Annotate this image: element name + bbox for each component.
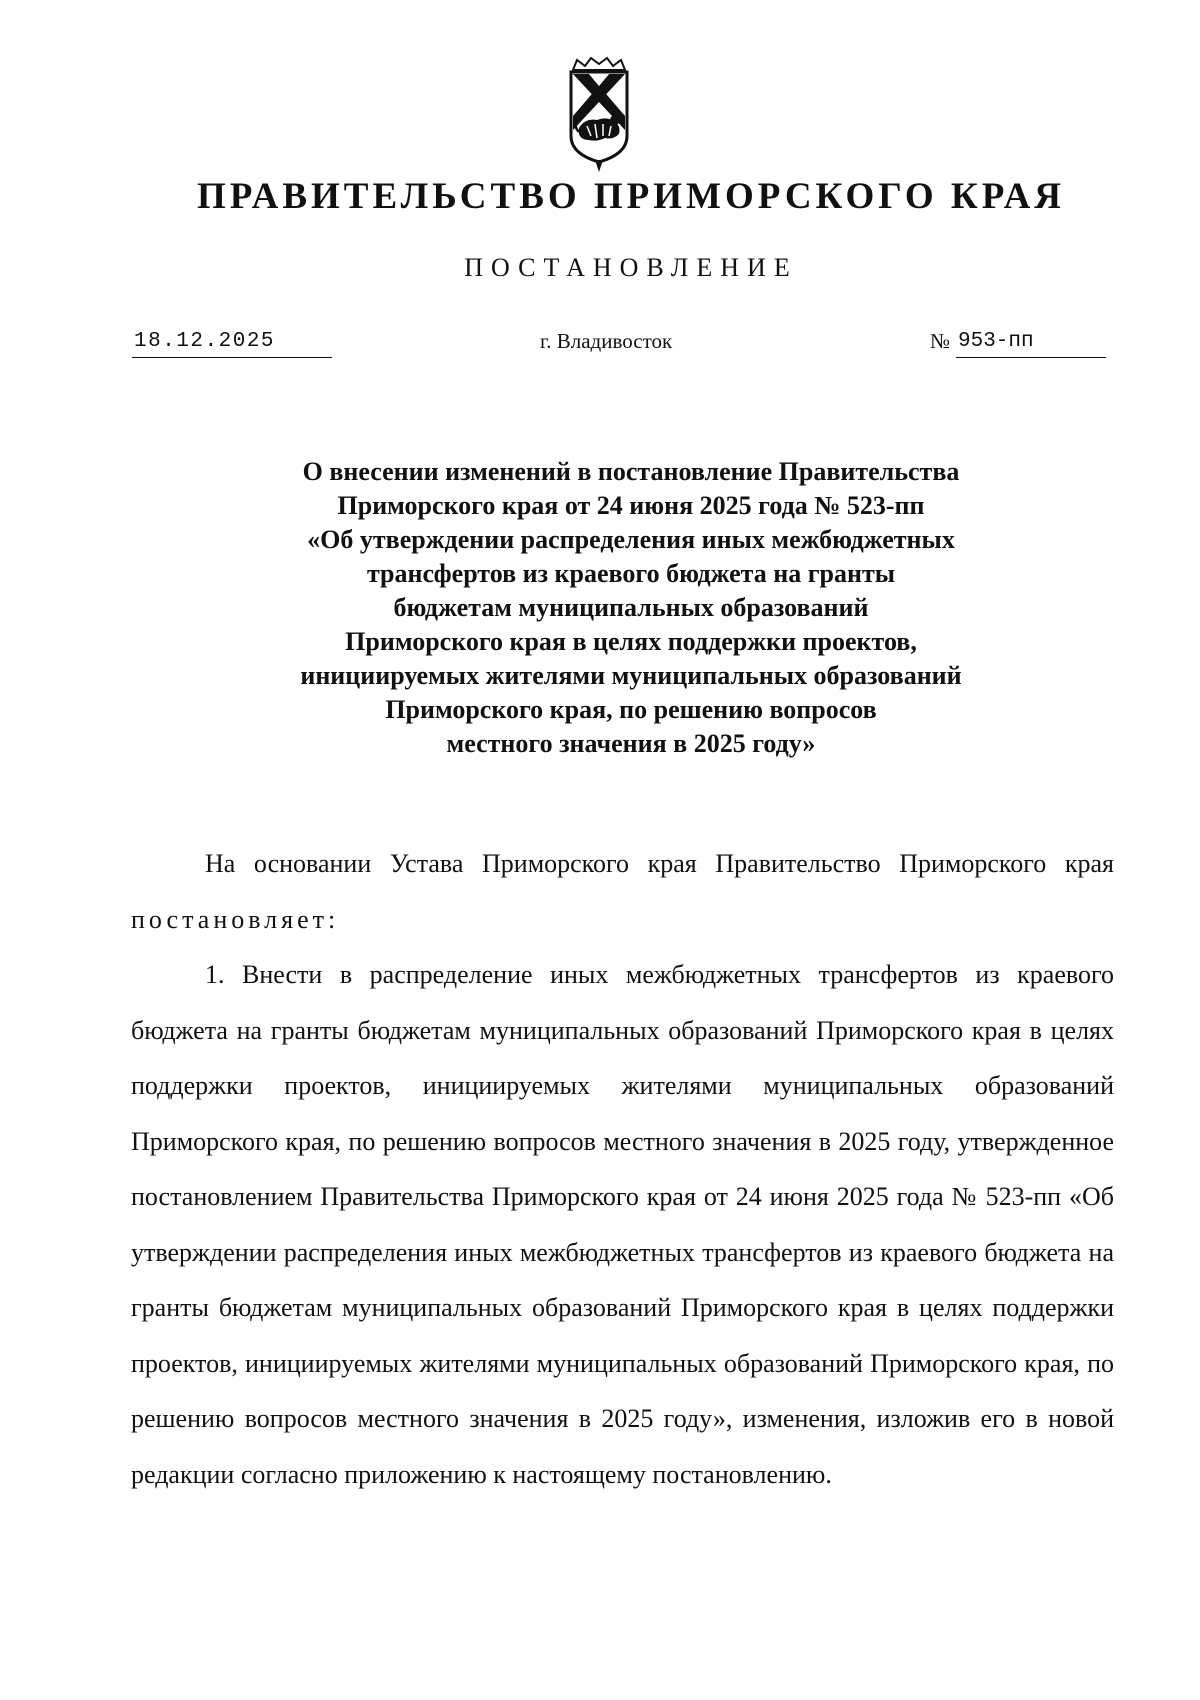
item-1-paragraph: 1. Внести в распределение иных межбюджетных трансфертов из краевого бюджета на гранты бюджетам муниципальных образований Приморского края в целях поддержки проектов, инициируемых жителями муниципальных образований Приморского края, по решению вопросов местного значения в 2025 году, утвержденное постановлением Правительства Приморского края от 24 июня 2025 года № 523-пп «Об утверждении распределения иных межбюджетных трансфертов из краевого бюджета на гранты бюджетам муниципальных образований Приморского края в целях поддержки проектов, инициируемых жителями муниципальных образований Приморского края, по решению вопросов местного значения в 2025 году», изменения, изложив его в новой редакции согласно приложению к настоящему постановлению.: [131, 960, 1114, 1489]
subject-line: Приморского края, по решению вопросов: [385, 695, 877, 724]
document-number: 953-пп: [958, 330, 1034, 353]
subject-line: трансфертов из краевого бюджета на гранты: [366, 559, 896, 588]
subject-line: Приморского края от 24 июня 2025 года № 523-пп: [337, 491, 925, 520]
subject-line: инициируемых жителями муниципальных образований: [300, 661, 962, 690]
city-label: г. Владивосток: [540, 329, 673, 353]
document-date: 18.12.2025: [134, 330, 276, 353]
document-subject: [200, 455, 1062, 761]
date-field: [132, 327, 332, 358]
preamble-text: На основании Устава Приморского края Правительство Приморского края: [205, 849, 1114, 878]
primorsky-krai-coat-of-arms-icon: [567, 56, 631, 172]
subject-line: Приморского края в целях поддержки проектов,: [345, 627, 917, 656]
number-sign: №: [930, 329, 951, 353]
document-type-heading: ПОСТАНОВЛЕНИЕ: [464, 253, 798, 282]
document-body: [131, 836, 1114, 1502]
resolves-word: постановляет:: [131, 904, 340, 934]
subject-line: местного значения в 2025 году»: [446, 729, 816, 758]
government-title: ПРАВИТЕЛЬСТВО ПРИМОРСКОГО КРАЯ: [196, 176, 1066, 217]
preamble-paragraph: [131, 836, 1114, 947]
subject-line: О внесении изменений в постановление Правительства: [302, 457, 960, 486]
number-field: [956, 327, 1106, 358]
subject-line: бюджетам муниципальных образований: [393, 593, 869, 622]
subject-line: «Об утверждении распределения иных межбюджетных: [307, 525, 955, 554]
